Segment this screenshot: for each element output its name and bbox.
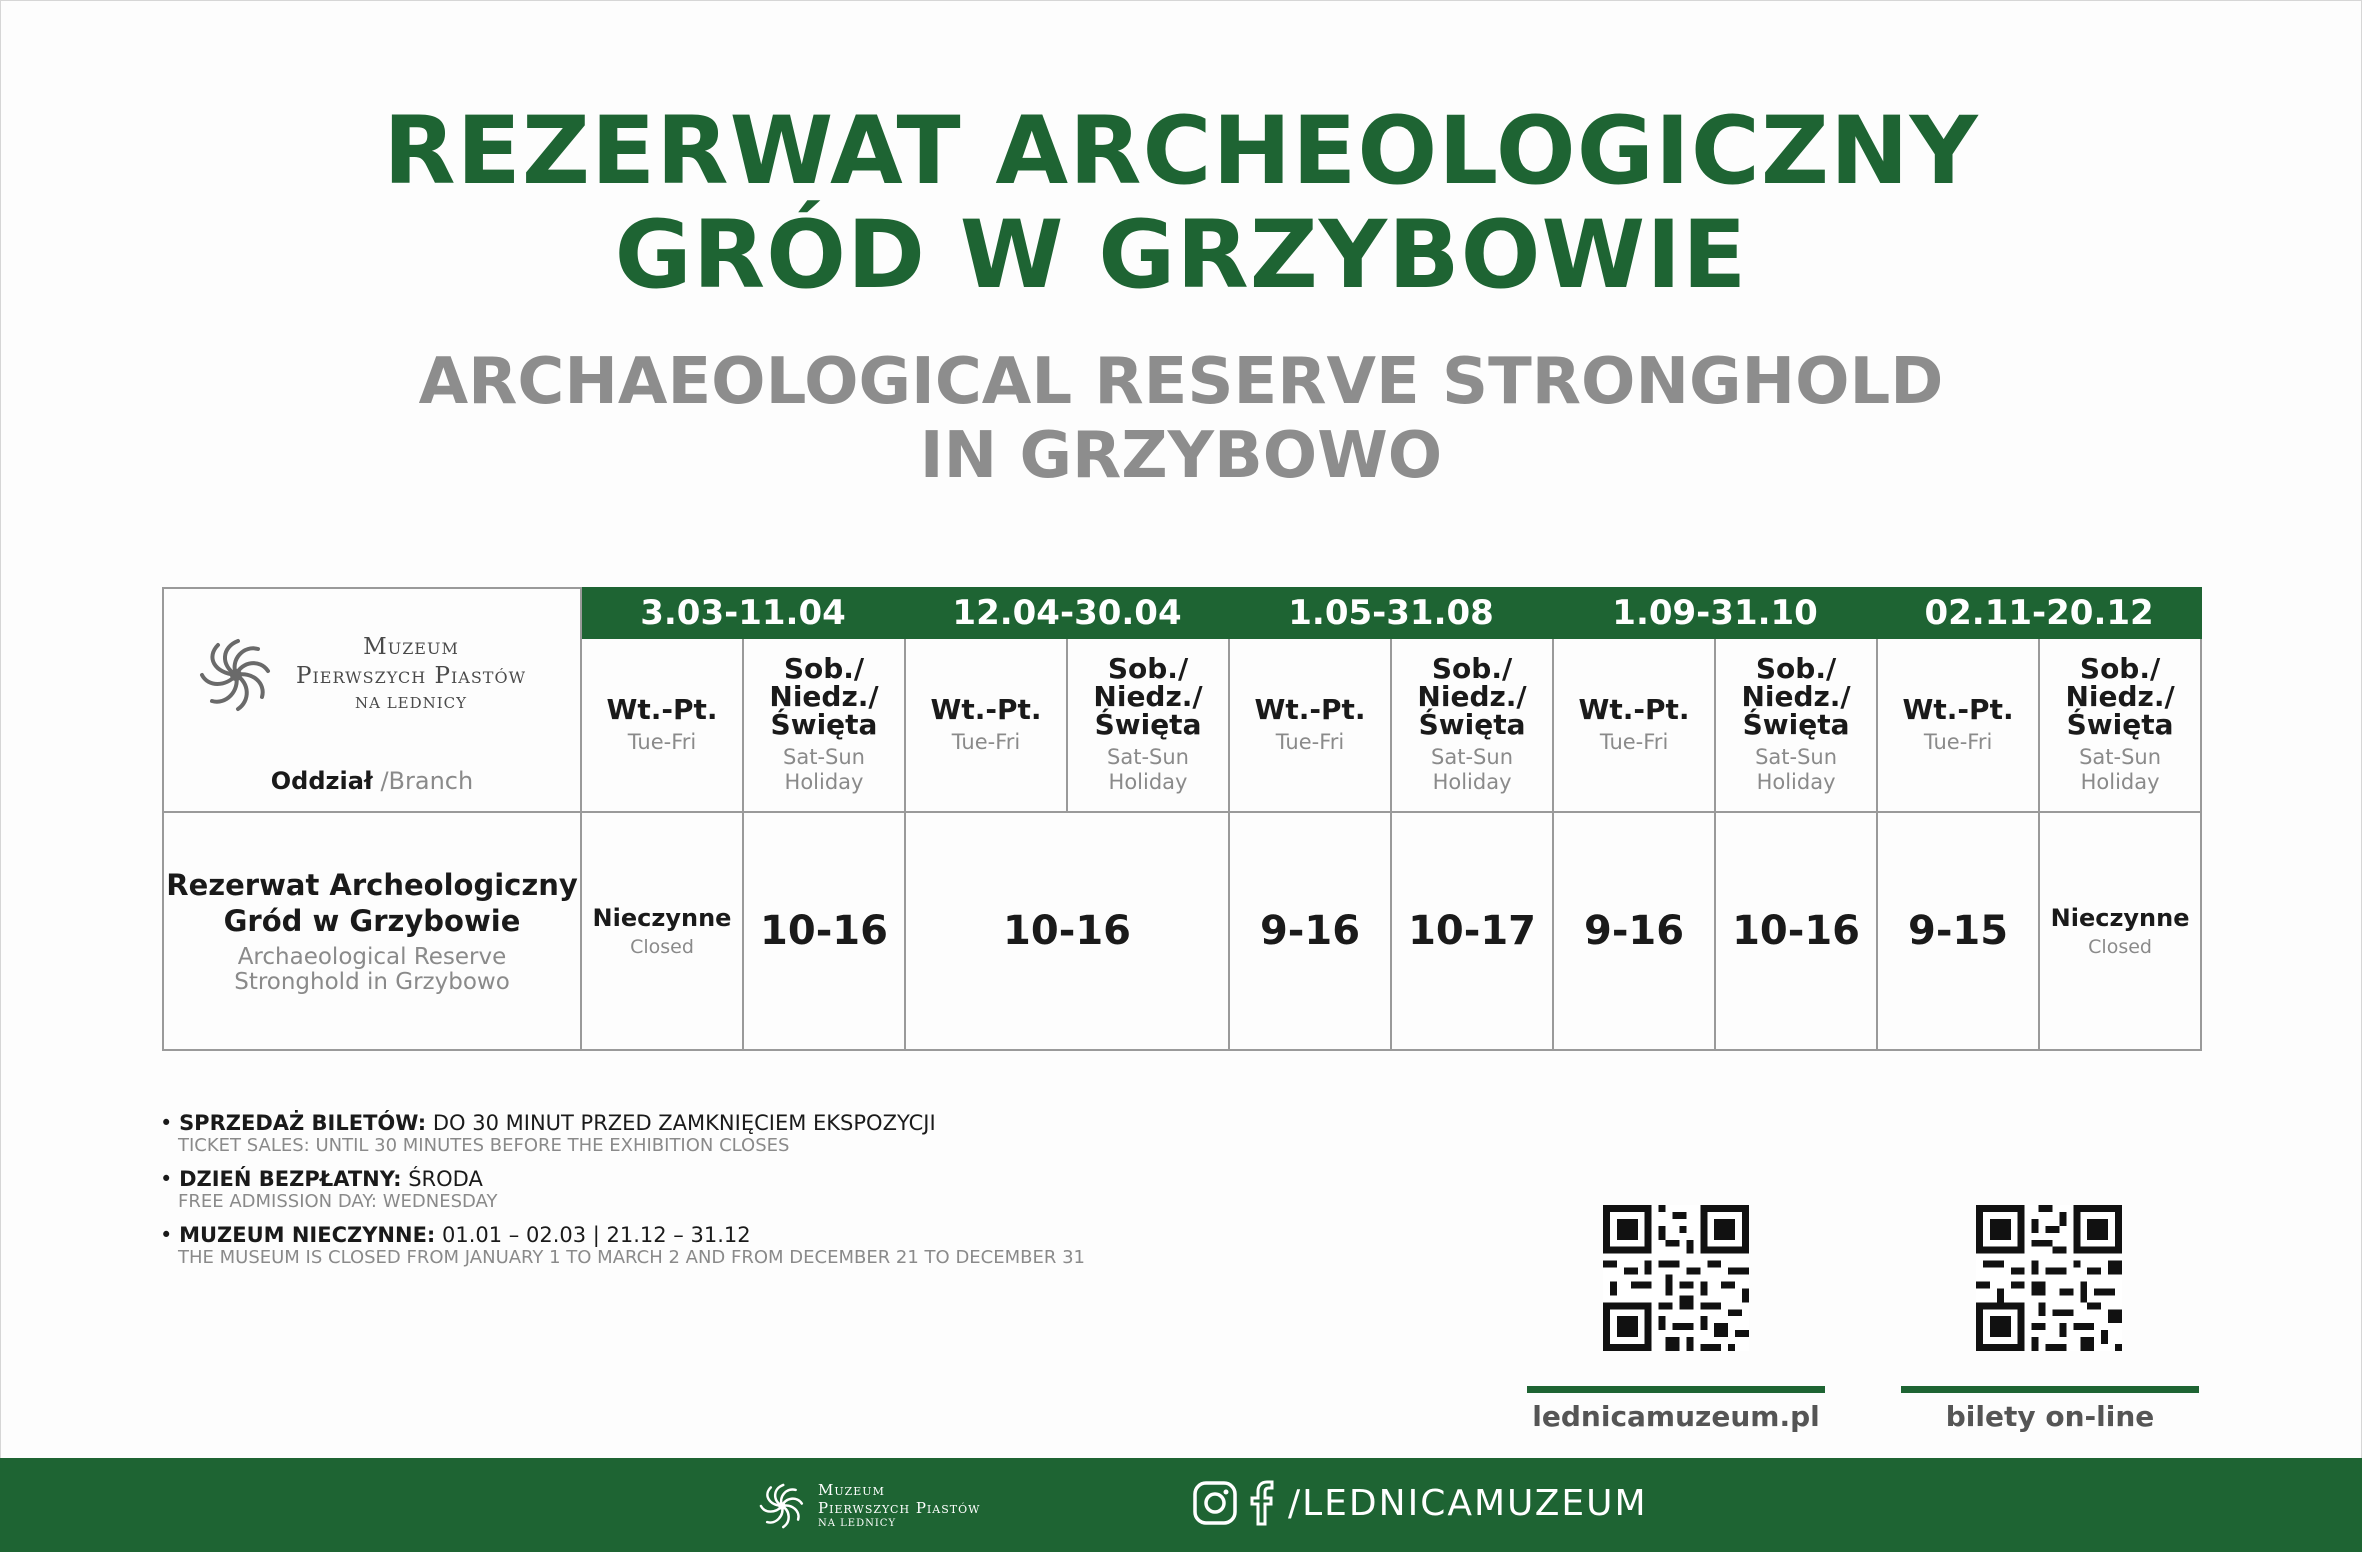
qr-underline [1527, 1386, 1825, 1393]
weekend-label-1: Sob./ [1755, 652, 1837, 685]
weekend-label-en-2: Holiday [1432, 770, 1512, 794]
weekend-label-en-2: Holiday [1108, 770, 1188, 794]
footer-logo-line2: Pierwszych Piastów [818, 1499, 981, 1517]
hours-cell [905, 812, 1229, 1050]
footer-logo-line3: NA LEDNICY [818, 1518, 897, 1529]
weekend-label-1: Sob./ [1431, 652, 1513, 685]
hours-cell [1229, 812, 1391, 1050]
period-header: 02.11-20.12 [1877, 588, 2201, 638]
weekend-label-2: Niedz./ [1093, 680, 1203, 713]
branch-label [164, 767, 580, 795]
reserve-name-en-1: Archaeological Reserve [237, 944, 507, 970]
tickets-link[interactable]: bilety on-line [1945, 1400, 2155, 1433]
note-label: SPRZEDAŻ BILETÓW: [179, 1111, 427, 1135]
weekend-label-1: Sob./ [2079, 652, 2161, 685]
museum-logo-line1: Muzeum [363, 634, 459, 660]
closed-label-en: Closed [2088, 936, 2152, 958]
hours-value: 9-16 [1583, 908, 1685, 954]
footer-logo [756, 1480, 980, 1532]
museum-logo [194, 633, 526, 717]
reserve-name-cell [163, 812, 581, 1050]
note-bullet: • [160, 1167, 180, 1191]
weekday-label: Wt.-Pt. [1902, 692, 2014, 726]
note-text: 01.01 – 02.03 | 21.12 – 31.12 [435, 1223, 751, 1247]
weekend-label-3: Święta [770, 708, 878, 741]
hours-value: 10-16 [1732, 908, 1861, 954]
title-en-line2: IN GRZYBOWO [919, 419, 1443, 493]
footer-logo-line1: Muzeum [818, 1481, 885, 1499]
hours-cell [1877, 812, 2039, 1050]
reserve-name-en-2: Stronghold in Grzybowo [234, 969, 510, 995]
weekend-label-2: Niedz./ [1741, 680, 1851, 713]
weekend-header [1715, 638, 1877, 812]
weekend-label-3: Święta [1418, 708, 1526, 741]
weekend-label-en-2: Holiday [1756, 770, 1836, 794]
hours-cell [581, 812, 743, 1050]
hours-cell [743, 812, 905, 1050]
weekday-header [1229, 638, 1391, 812]
period-header: 1.09-31.10 [1553, 588, 1877, 638]
weekend-label-1: Sob./ [783, 652, 865, 685]
period-header: 1.05-31.08 [1229, 588, 1553, 638]
closed-label-en: Closed [630, 936, 694, 958]
reserve-name-pl-2: Gród w Grzybowie [223, 904, 521, 938]
weekday-label-en: Tue-Fri [1923, 729, 1993, 754]
weekend-label-en-2: Holiday [2080, 770, 2160, 794]
weekday-label-en: Tue-Fri [951, 729, 1021, 754]
note-bullet: • [160, 1111, 180, 1135]
social-handle[interactable]: /LEDNICAMUZEUM [1288, 1482, 1648, 1524]
note-bullet: • [160, 1223, 180, 1247]
hours-value: 9-16 [1259, 908, 1361, 954]
title-en-line1: ARCHAEOLOGICAL RESERVE STRONGHOLD [418, 345, 1944, 419]
weekend-label-en-1: Sat-Sun [2079, 745, 2162, 769]
branch-header-cell [163, 588, 581, 812]
period-header: 3.03-11.04 [581, 588, 905, 638]
title-pl-line1: REZERWAT ARCHEOLOGICZNY [383, 97, 1979, 206]
closed-label: Nieczynne [592, 904, 732, 932]
note-text-en: THE MUSEUM IS CLOSED FROM JANUARY 1 TO MARCH 2 AND FROM DECEMBER 21 TO DECEMBER 31 [178, 1247, 1086, 1268]
weekend-label-en-1: Sat-Sun [1107, 745, 1189, 769]
note-text: ŚRODA [401, 1167, 483, 1191]
title-pl-line2: GRÓD W GRZYBOWIE [614, 201, 1748, 310]
weekend-label-1: Sob./ [1107, 652, 1189, 685]
museum-emblem-icon [194, 633, 278, 717]
instagram-icon[interactable] [1192, 1480, 1238, 1526]
period-header: 12.04-30.04 [905, 588, 1229, 638]
weekend-label-en-2: Holiday [784, 770, 864, 794]
weekend-header [2039, 638, 2201, 812]
weekend-header [743, 638, 905, 812]
weekday-label-en: Tue-Fri [1599, 729, 1669, 754]
weekend-label-en-1: Sat-Sun [1431, 745, 1514, 769]
note-ticket-sales [160, 1110, 1260, 1156]
weekday-header [581, 638, 743, 812]
note-text-en: TICKET SALES: UNTIL 30 MINUTES BEFORE THE EXHIBITION CLOSES [178, 1135, 790, 1156]
weekday-label-en: Tue-Fri [1275, 729, 1345, 754]
website-link[interactable]: lednicamuzeum.pl [1532, 1400, 1820, 1433]
weekday-header [905, 638, 1067, 812]
hours-value: 10-17 [1408, 908, 1536, 954]
weekend-label-en-1: Sat-Sun [783, 745, 865, 769]
note-label: DZIEŃ BEZPŁATNY: [179, 1167, 402, 1191]
qr-underline [1901, 1386, 2199, 1393]
weekend-label-2: Niedz./ [2065, 680, 2175, 713]
weekday-header [1553, 638, 1715, 812]
branch-label-en: /Branch [380, 767, 474, 795]
opening-hours-table [162, 587, 2202, 1051]
weekend-label-en-1: Sat-Sun [1755, 745, 1838, 769]
note-label: MUZEUM NIECZYNNE: [179, 1223, 436, 1247]
hours-value: 10-16 [1003, 908, 1131, 954]
museum-logo-line2: Pierwszych Piastów [296, 663, 527, 689]
weekend-header [1391, 638, 1553, 812]
closed-label: Nieczynne [2050, 904, 2190, 932]
weekend-header [1067, 638, 1229, 812]
weekday-label: Wt.-Pt. [1578, 692, 1690, 726]
weekday-label: Wt.-Pt. [606, 692, 718, 726]
footer-bar [0, 1458, 2362, 1552]
weekend-label-2: Niedz./ [769, 680, 879, 713]
hours-value: 9-15 [1908, 908, 2009, 954]
museum-emblem-icon [756, 1480, 808, 1532]
weekend-label-3: Święta [1742, 708, 1850, 741]
social-links [1192, 1480, 1648, 1526]
weekend-label-2: Niedz./ [1417, 680, 1527, 713]
weekend-label-3: Święta [1094, 708, 1202, 741]
facebook-icon[interactable] [1248, 1480, 1274, 1526]
note-text-en: FREE ADMISSION DAY: WEDNESDAY [178, 1191, 498, 1212]
info-notes [160, 1110, 1260, 1278]
weekday-label: Wt.-Pt. [1254, 692, 1366, 726]
hours-value: 10-16 [760, 908, 888, 954]
museum-logo-line3: NA LEDNICY [354, 694, 468, 712]
qr-code-tickets[interactable] [1976, 1205, 2122, 1351]
weekday-label-en: Tue-Fri [627, 729, 697, 754]
weekend-label-3: Święta [2066, 708, 2174, 741]
weekday-header [1877, 638, 2039, 812]
hours-cell [1553, 812, 1715, 1050]
note-free-day [160, 1166, 1260, 1212]
qr-code-website[interactable] [1603, 1205, 1749, 1351]
note-closed-dates [160, 1222, 1260, 1268]
branch-label-pl: Oddział [270, 767, 373, 795]
note-text: DO 30 MINUT PRZED ZAMKNIĘCIEM EKSPOZYCJI [426, 1111, 936, 1135]
reserve-name-pl-1: Rezerwat Archeologiczny [166, 868, 578, 902]
weekday-label: Wt.-Pt. [930, 692, 1042, 726]
hours-cell [2039, 812, 2201, 1050]
hours-cell [1391, 812, 1553, 1050]
hours-cell [1715, 812, 1877, 1050]
